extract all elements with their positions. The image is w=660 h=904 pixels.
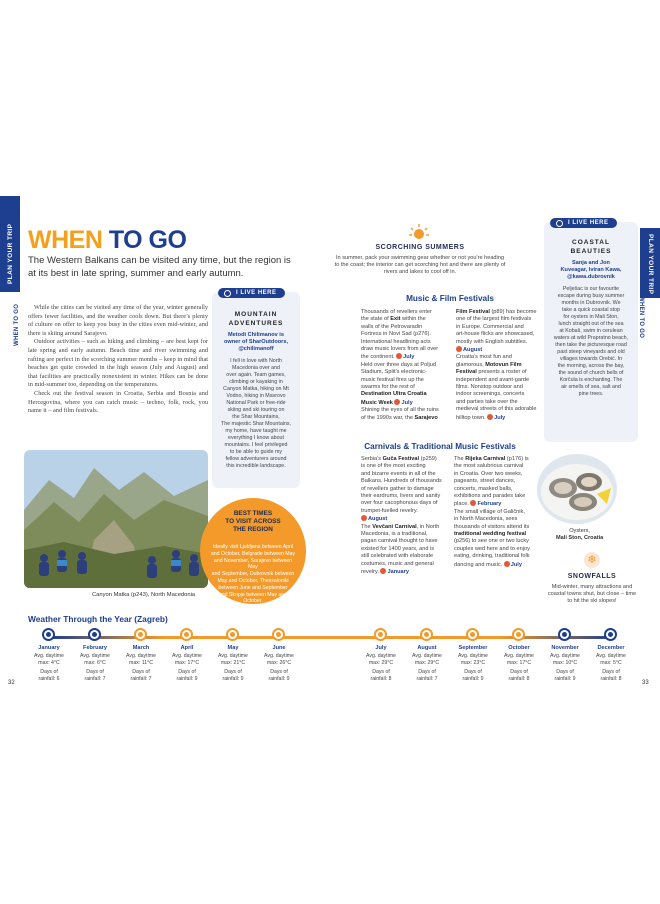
- event-name: Sarajevo: [414, 414, 438, 421]
- rain-line: rainfall: 7: [130, 675, 152, 682]
- author-line: Metodi Chilimanov is: [228, 332, 284, 338]
- text-line: glamorous, Motovun Film: [456, 361, 522, 368]
- event-name: Vevčani Carnival: [372, 523, 417, 530]
- month-temp: [402, 653, 452, 667]
- text-line: the most salubrious carnival: [454, 463, 524, 470]
- music-film-col-1: [361, 309, 453, 422]
- temp-line: max: 4°C: [38, 659, 60, 666]
- temp-line: max: 29°C: [414, 659, 440, 666]
- month-dot-icon: [42, 628, 55, 641]
- temp-line: Avg. daytime: [80, 653, 110, 659]
- text-line: revelry. January: [361, 569, 409, 576]
- text-line: hilltop town. July: [456, 414, 506, 421]
- photo-caption: Canyon Matka (p243), North Macedonia: [92, 592, 196, 598]
- text-line: [361, 399, 453, 407]
- i-live-here-label: I LIVE HERE: [568, 220, 609, 226]
- text-line: (p256) to see one or two lucky: [454, 538, 529, 545]
- canyon-illustration: [24, 450, 208, 588]
- event-name: Rijeka Carnival: [465, 456, 506, 462]
- box-text-line: I fell in love with North: [230, 358, 282, 364]
- text-line: and bizarre events in all of the: [361, 470, 436, 477]
- month-badge: July: [510, 561, 522, 568]
- rain-line: rainfall: 7: [416, 675, 438, 682]
- best-times-line: May and October, Thessaloniki: [217, 577, 289, 584]
- month-badge: July: [403, 354, 415, 361]
- box-title-line: COASTAL: [572, 239, 610, 246]
- box-text-line: my home, have taught me: [225, 428, 287, 434]
- text-line: [361, 391, 453, 398]
- oysters-caption: [556, 528, 603, 542]
- text-line: the state of Exit within the: [361, 316, 426, 323]
- temp-line: Avg. daytime: [218, 653, 248, 659]
- month-rain: [116, 669, 166, 683]
- clock-icon: [396, 353, 402, 359]
- month-dot-icon: [420, 628, 433, 641]
- event-name: traditional wedding festival: [454, 531, 527, 538]
- rain-line: rainfall: 6: [38, 675, 60, 682]
- author-line: owner of SharOutdoors,: [223, 339, 289, 345]
- box-text-line: Vodno, hiking in Mavrovo: [226, 393, 286, 399]
- temp-line: max: 11°C: [129, 659, 153, 666]
- rain-line: Days of: [602, 669, 620, 675]
- rain-line: Days of: [224, 669, 242, 675]
- event-name: Film Festival: [456, 309, 490, 315]
- box-text-line: months in Dubrovnik. We: [561, 300, 621, 306]
- month-dot-icon: [180, 628, 193, 641]
- temp-line: max: 26°C: [266, 659, 292, 666]
- page-number-left: 32: [8, 680, 15, 686]
- author-line: @kawa.dubrovnik: [567, 274, 615, 280]
- month-rain: [208, 669, 258, 683]
- month-dot-icon: [604, 628, 617, 641]
- rain-line: Days of: [510, 669, 528, 675]
- month-rain: [448, 669, 498, 683]
- event-name: Motovun Film: [485, 361, 522, 368]
- box-text-line: skiing and ski touring on: [227, 407, 285, 413]
- temp-line: Avg. daytime: [172, 653, 202, 659]
- month-name: March: [132, 645, 150, 651]
- month-temp: [494, 653, 544, 667]
- location-pin-icon: [556, 220, 563, 227]
- text-line: costumes, music and general: [361, 560, 434, 567]
- i-live-here-tag: [218, 288, 285, 298]
- event-name: Music Week: [361, 399, 393, 406]
- text-line: swarms for the rest of: [361, 384, 415, 391]
- box-text-line: mountains. I feel privileged: [224, 442, 288, 448]
- best-times-title-line: BEST TIMES: [233, 510, 273, 517]
- rain-line: rainfall: 7: [84, 675, 106, 682]
- body-paragraph: While the cities can be visited any time of the year, winter generally offers fewer facilities, and the weather cools down. But there’s plenty of culture on offer to keep you busy in the cities even mid-winter, and there is skiing around Sarajevo.: [28, 304, 208, 337]
- side-sub-right: WHEN TO GO: [638, 296, 644, 339]
- month-dot-icon: [272, 628, 285, 641]
- month-temp: [448, 653, 498, 667]
- box-title: [544, 238, 638, 256]
- body-text: [28, 304, 208, 416]
- rain-line: Days of: [372, 669, 390, 675]
- rain-line: rainfall: 9: [462, 675, 484, 682]
- box-text-line: take a quick coastal stop: [561, 307, 620, 313]
- box-author: [544, 260, 638, 281]
- box-text-line: Canyon Matka, hiking on Mt: [223, 386, 289, 392]
- month-name: May: [227, 645, 239, 651]
- summers-line: to the coast; the interior can get scorching hot and there are plenty of: [334, 262, 506, 268]
- event-name: Exit: [390, 316, 401, 323]
- temp-line: Avg. daytime: [458, 653, 488, 659]
- best-times-line: and October, Belgrade between May: [210, 550, 296, 557]
- text-line: International headlining acts: [361, 338, 431, 345]
- box-title: [212, 310, 300, 328]
- author-line: @chilimanoff: [238, 346, 274, 352]
- temp-line: max: 21°C: [220, 659, 246, 666]
- text-line: dancing and music. July: [454, 561, 522, 568]
- box-text-line: past steep vineyards and old: [557, 349, 625, 355]
- side-tab-right-label: PLAN YOUR TRIP: [647, 234, 654, 295]
- box-text-line: escape during busy summer: [557, 293, 625, 299]
- rain-line: Days of: [86, 669, 104, 675]
- rain-line: rainfall: 8: [508, 675, 530, 682]
- location-pin-icon: [224, 290, 231, 297]
- i-live-here-mountain-box: [212, 292, 300, 488]
- clock-icon: [361, 515, 367, 521]
- text-line: their eardrums, livers and sanity: [361, 493, 441, 500]
- carnivals-col-1: [361, 456, 469, 577]
- month-dot-icon: [134, 628, 147, 641]
- box-text-line: to be able to guide my: [229, 449, 283, 455]
- text-line: couples wed here and to enjoy: [454, 545, 530, 552]
- box-text-line: Pelješac is our favourite: [562, 286, 620, 292]
- month-badge: July: [494, 414, 506, 421]
- box-text-line: the Shar Mountains,: [232, 414, 280, 420]
- text-line: Serbia’s Guča Festival (p259): [361, 456, 437, 462]
- body-paragraph: Check out the festival season in Croatia, Serbia and Bosnia and Hercegovina, where you can catch music – techno, folk, rock, you name it – and film festivals.: [28, 389, 208, 415]
- box-text-line: everything I know about: [228, 435, 284, 441]
- snowfalls-title: SNOWFALLS: [567, 573, 617, 580]
- box-text-line: villages towards Orebić. In: [559, 356, 623, 362]
- i-live-here-label: I LIVE HERE: [236, 290, 277, 296]
- text-line: exhibitions and parades take: [454, 493, 526, 500]
- clock-icon: [470, 500, 476, 506]
- text-line: still celebrated with elaborate: [361, 553, 434, 560]
- text-line: of the 1990s war, the Sarajevo: [361, 414, 438, 421]
- text-line: Shining the eyes of all the ruins: [361, 407, 439, 414]
- month-name: November: [551, 645, 579, 651]
- text-line: art-house flicks are showcased,: [456, 331, 535, 338]
- author-line: Kuveagar, Iviran Kawa,: [560, 267, 622, 273]
- best-times-text: [209, 544, 297, 605]
- canyon-matka-photo: [24, 450, 208, 588]
- music-film-col-2: [456, 309, 548, 422]
- text-line: medieval streets of this adorable: [456, 406, 537, 413]
- text-line: Film Festival (p89) has become: [456, 309, 537, 315]
- month-dot-icon: [374, 628, 387, 641]
- text-line: films. Nonstop outdoor and: [456, 384, 523, 391]
- month-temp: [24, 653, 74, 667]
- month-temp: [586, 653, 636, 667]
- sun-icon: [409, 224, 429, 240]
- oysters-photo: [537, 454, 617, 524]
- text-line: mostly with English subtitles.: [456, 338, 528, 345]
- text-line: of revellers gather to damage: [361, 485, 434, 492]
- best-times-circle: [200, 498, 306, 604]
- text-line: Festival presents a roster of: [456, 369, 527, 376]
- text-line: Macedonia, is a traditional,: [361, 531, 428, 538]
- rain-line: Days of: [556, 669, 574, 675]
- month-rain: [70, 669, 120, 683]
- summers-line: In summer, pack your swimming gear whether or not you're heading: [335, 255, 505, 261]
- side-sub-left: WHEN TO GO: [14, 303, 20, 346]
- month-name: December: [597, 645, 625, 651]
- box-title-line: BEAUTIES: [570, 248, 612, 255]
- scorching-summers-title: SCORCHING SUMMERS: [375, 244, 465, 251]
- box-text-line: pine trees.: [578, 391, 604, 397]
- month-rain: [540, 669, 590, 683]
- temp-line: max: 17°C: [506, 659, 532, 666]
- text-line: walls of the Petrovaradin: [361, 323, 423, 330]
- box-text-line: climbing or kayaking in: [229, 379, 283, 385]
- text-line: Balkans. Hundreds of thousands: [361, 478, 442, 485]
- event-name: Guča Festival: [382, 456, 420, 462]
- title-part-2: TO GO: [108, 226, 187, 254]
- guidebook-spread: [0, 196, 660, 698]
- text-line: draw music lovers from all over: [361, 346, 439, 353]
- box-text-line: fellow adventurers around: [225, 456, 287, 462]
- month-badge: August: [463, 347, 483, 354]
- text-line: existed for 1400 years, and is: [361, 545, 435, 552]
- box-text-line: then take the picturesque road: [555, 342, 627, 348]
- box-text-line: the sound of church bells of: [558, 370, 624, 376]
- title-part-1: WHEN: [28, 226, 103, 254]
- month-name: August: [417, 645, 437, 651]
- text-line: thousands of visitors attend its: [454, 523, 530, 530]
- box-text-line: air smells of sea, salt and: [561, 384, 621, 390]
- month-dot-icon: [226, 628, 239, 641]
- month-temp: [70, 653, 120, 667]
- text-line: the continent. July: [361, 354, 415, 361]
- month-temp: [116, 653, 166, 667]
- text-line: The Vevčani Carnival, in North: [361, 523, 440, 530]
- clock-icon: [394, 399, 400, 405]
- month-name: April: [180, 645, 194, 651]
- temp-line: max: 5°C: [600, 659, 622, 666]
- box-text-line: Korčula is enchanting. The: [559, 377, 623, 383]
- month-dot-icon: [512, 628, 525, 641]
- music-film-title: Music & Film Festivals: [406, 294, 494, 303]
- month-badge: July: [401, 399, 413, 406]
- text-line: pagan carnival thought to have: [361, 538, 438, 545]
- text-line: indoor screenings, concerts: [456, 391, 525, 398]
- text-line: in Croatia. Over two weeks,: [454, 470, 523, 477]
- month-badge: February: [477, 501, 502, 508]
- temp-line: Avg. daytime: [550, 653, 580, 659]
- text-line: concerts, masked balls,: [454, 485, 513, 492]
- text-line: in Europe. Commercial and: [456, 323, 524, 330]
- month-temp: [254, 653, 304, 667]
- month-name: October: [508, 645, 530, 651]
- temp-line: Avg. daytime: [412, 653, 442, 659]
- clock-icon: [487, 414, 493, 420]
- box-text-line: over again. Team games,: [226, 372, 286, 378]
- month-badge: August: [368, 516, 388, 523]
- side-tab-left-label: PLAN YOUR TRIP: [7, 223, 14, 284]
- snowfalls-text: [546, 584, 638, 605]
- month-name: January: [38, 645, 60, 651]
- box-title-line: ADVENTURES: [228, 320, 284, 327]
- box-text-line: lunch straight out of the sea: [558, 321, 624, 327]
- rain-line: rainfall: 8: [600, 675, 622, 682]
- text-line: one of the largest film festivals: [456, 316, 532, 323]
- month-rain: [586, 669, 636, 683]
- oysters-caption-line: Mali Ston, Croatia: [556, 535, 604, 541]
- text-line: The small village of Galičnik,: [454, 508, 525, 515]
- box-text-line: this incredible landscape.: [226, 463, 286, 469]
- text-line: eating, drinking, traditional folk: [454, 553, 530, 560]
- best-times-title: [200, 510, 306, 534]
- rain-line: Days of: [178, 669, 196, 675]
- temp-line: max: 23°C: [460, 659, 486, 666]
- side-tab-right: [640, 228, 660, 298]
- month-temp: [208, 653, 258, 667]
- intro-text: The Western Balkans can be visited any time, but the region is at its best in late spring, summer and early autumn.: [28, 255, 291, 279]
- oysters-caption-line: Oysters,: [569, 528, 591, 534]
- rain-line: Days of: [270, 669, 288, 675]
- i-live-here-tag: [550, 218, 617, 228]
- text-line: [361, 515, 469, 523]
- box-text-line: The majestic Shar Mountains,: [220, 421, 292, 427]
- month-name: September: [458, 645, 488, 651]
- best-times-line: and Skopje between May and: [218, 591, 288, 598]
- text-line: in North Macedonia, sees: [454, 516, 518, 523]
- box-text-line: at Kobaš, swim in cerulean: [559, 328, 623, 334]
- month-temp: [356, 653, 406, 667]
- snowflake-icon: ❄: [584, 552, 600, 568]
- body-paragraph: Outdoor activities – such as hiking and climbing – are best kept for late spring and early autumn. Beach time and river swimming and rafting are perfect in the scorching summer months – keep in mind that beaches get quite crowded in the high season (July and August) and that facilities are practically nonexistent in winter. Hikes can be done in mid-summer too, depending on the temperatures.: [28, 338, 208, 389]
- month-dot-icon: [88, 628, 101, 641]
- temp-line: Avg. daytime: [366, 653, 396, 659]
- clock-icon: [380, 568, 386, 574]
- carnivals-title: Carnivals & Traditional Music Festivals: [364, 442, 516, 451]
- text-line: Held over three days at Poljud: [361, 361, 436, 368]
- best-times-line: and September, Dubrovnik between: [211, 571, 295, 578]
- best-times-line: between June and September: [218, 584, 288, 591]
- rain-line: rainfall: 9: [222, 675, 244, 682]
- month-name: June: [272, 645, 286, 651]
- best-times-line: and November, Sarajevo between May: [213, 557, 293, 571]
- summers-line: rivers and lakes to cool off in.: [383, 269, 457, 275]
- box-text: [546, 286, 636, 398]
- clock-icon: [456, 346, 462, 352]
- box-text-line: Macedonia over and: [232, 365, 280, 371]
- text-line: music festival fires up the: [361, 376, 424, 383]
- text-line: and parties take over the: [456, 398, 518, 405]
- box-text-line: waters at wild Prapratno beach,: [553, 335, 629, 341]
- page-number-right: 33: [642, 680, 649, 686]
- temp-line: Avg. daytime: [596, 653, 626, 659]
- text-line: The Rijeka Carnival (p176) is: [454, 456, 529, 462]
- author-line: Sanja and Jon: [572, 260, 610, 266]
- scorching-summers-text: [320, 255, 520, 276]
- text-line: is one of the most exciting: [361, 463, 426, 470]
- month-rain: [494, 669, 544, 683]
- text-line: [456, 346, 548, 354]
- month-badge: January: [387, 569, 409, 576]
- rain-line: rainfall: 9: [554, 675, 576, 682]
- text-line: Stadium, Split’s electronic-: [361, 369, 427, 376]
- text-line: Croatia’s most fun and: [456, 354, 512, 361]
- text-line: independent and avant-garde: [456, 376, 530, 383]
- text-line: Fortress in Novi Sad (p276).: [361, 331, 431, 338]
- rain-line: rainfall: 9: [176, 675, 198, 682]
- month-rain: [402, 669, 452, 683]
- temp-line: Avg. daytime: [34, 653, 64, 659]
- event-name: Destination Ultra Croatia: [361, 391, 427, 398]
- month-name: February: [83, 645, 107, 651]
- text-line: pageants, street dances,: [454, 478, 516, 485]
- month-rain: [254, 669, 304, 683]
- best-times-title-line: TO VISIT ACROSS: [225, 518, 281, 525]
- box-text: [214, 358, 298, 470]
- best-times-title-line: THE REGION: [233, 526, 273, 533]
- rain-line: Days of: [418, 669, 436, 675]
- month-rain: [24, 669, 74, 683]
- month-temp: [162, 653, 212, 667]
- month-dot-icon: [466, 628, 479, 641]
- box-text-line: for oysters in Mali Ston,: [563, 314, 619, 320]
- rain-line: Days of: [40, 669, 58, 675]
- box-author: [212, 332, 300, 353]
- temp-line: Avg. daytime: [264, 653, 294, 659]
- month-temp: [540, 653, 590, 667]
- temp-line: Avg. daytime: [504, 653, 534, 659]
- month-dot-icon: [558, 628, 571, 641]
- rain-line: Days of: [464, 669, 482, 675]
- box-text-line: National Park or free-ride: [226, 400, 286, 406]
- temp-line: max: 6°C: [84, 659, 106, 666]
- box-title-line: MOUNTAIN: [234, 311, 278, 318]
- page-title: [28, 226, 186, 255]
- temp-line: max: 17°C: [174, 659, 200, 666]
- box-text-line: the morning, across the bay,: [557, 363, 625, 369]
- month-rain: [162, 669, 212, 683]
- clock-icon: [504, 561, 510, 567]
- rain-line: Days of: [132, 669, 150, 675]
- snowfalls-line: coastal towns shut, but close – time: [547, 591, 637, 597]
- text-line: over four cacophonous days of: [361, 500, 438, 507]
- event-name: Festival: [456, 369, 477, 376]
- rain-line: rainfall: 9: [268, 675, 290, 682]
- best-times-line: Ideally visit Ljubljana between April: [212, 544, 294, 550]
- i-live-here-coastal-box: [544, 222, 638, 442]
- side-tab-left: [0, 196, 20, 292]
- snowfalls-line: Mid-winter, many attractions and: [551, 584, 633, 590]
- text-line: [454, 531, 538, 538]
- best-times-line: October.: [243, 598, 263, 605]
- text-line: trumpet-fuelled revelry.: [361, 507, 418, 514]
- month-name: July: [375, 645, 387, 651]
- text-line: place. February: [454, 501, 502, 508]
- temp-line: max: 10°C: [552, 659, 578, 666]
- snowfalls-line: to hit the ski slopes!: [567, 598, 617, 604]
- rain-line: rainfall: 8: [370, 675, 392, 682]
- temp-line: Avg. daytime: [126, 653, 156, 659]
- carnivals-col-2: [454, 456, 538, 569]
- oysters-illustration: [537, 454, 617, 524]
- temp-line: max: 29°C: [368, 659, 394, 666]
- weather-title: Weather Through the Year (Zagreb): [28, 614, 168, 624]
- month-rain: [356, 669, 406, 683]
- text-line: Thousands of revellers enter: [361, 309, 432, 315]
